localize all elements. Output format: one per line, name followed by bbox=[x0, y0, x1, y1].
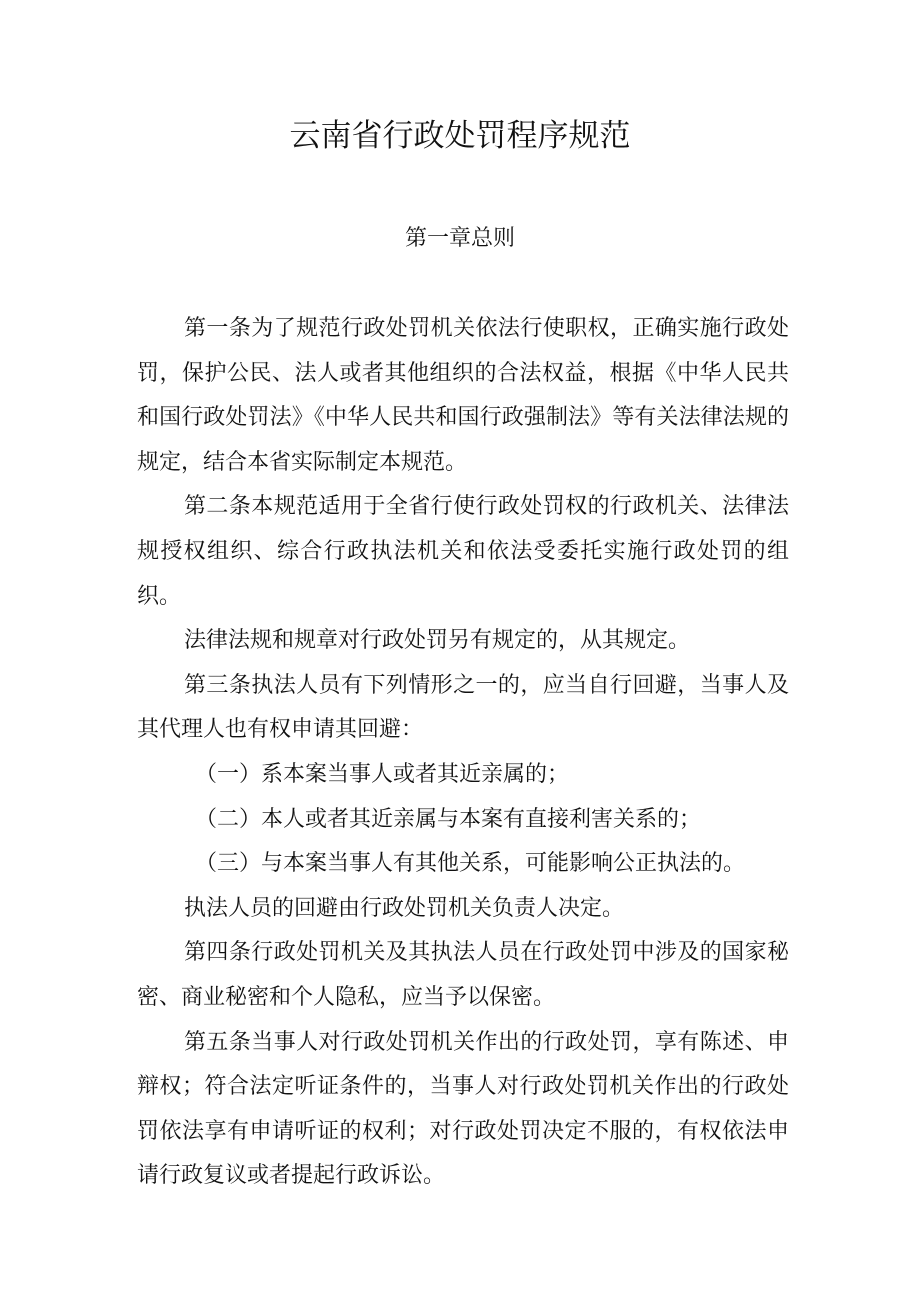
article-3-item-3: （三）与本案当事人有其他关系，可能影响公正执法的。 bbox=[195, 851, 746, 877]
article-5-paragraph: 第五条当事人对行政处罚机关作出的行政处罚，享有陈述、申辩权；符合法定听证条件的，当事人对行政处罚机关作出的行政处罚依法享有申请听证的权利；对行政处罚决定不服的，有权依法申请行政复议或者提起行政诉讼。 bbox=[137, 1029, 789, 1189]
article-3-decision-paragraph: 执法人员的回避由行政处罚机关负责人决定。 bbox=[184, 895, 625, 921]
article-1-paragraph: 第一条为了规范行政处罚机关依法行使职权，正确实施行政处罚，保护公民、法人或者其他组织的合法权益，根据《中华人民共和国行政处罚法》《中华人民共和国行政强制法》等有关法律法规的规定，结合本省实际制定本规范。 bbox=[137, 316, 789, 475]
article-3-paragraph: 第三条执法人员有下列情形之一的，应当自行回避，当事人及其代理人也有权申请其回避： bbox=[137, 672, 789, 743]
chapter-title: 第一章总则 bbox=[404, 226, 515, 251]
article-2-supplement-paragraph: 法律法规和规章对行政处罚另有规定的，从其规定。 bbox=[184, 628, 691, 654]
article-3-item-2: （二）本人或者其近亲属与本案有直接利害关系的； bbox=[195, 806, 702, 832]
document-title: 云南省行政处罚程序规范 bbox=[289, 118, 631, 154]
document-body bbox=[137, 307, 789, 1199]
article-4-paragraph: 第四条行政处罚机关及其执法人员在行政处罚中涉及的国家秘密、商业秘密和个人隐私，应当予以保密。 bbox=[137, 940, 789, 1010]
article-3-item-1: （一）系本案当事人或者其近亲属的； bbox=[195, 761, 570, 787]
article-2-paragraph: 第二条本规范适用于全省行使行政处罚权的行政机关、法律法规授权组织、综合行政执法机关和依法受委托实施行政处罚的组织。 bbox=[137, 494, 789, 609]
